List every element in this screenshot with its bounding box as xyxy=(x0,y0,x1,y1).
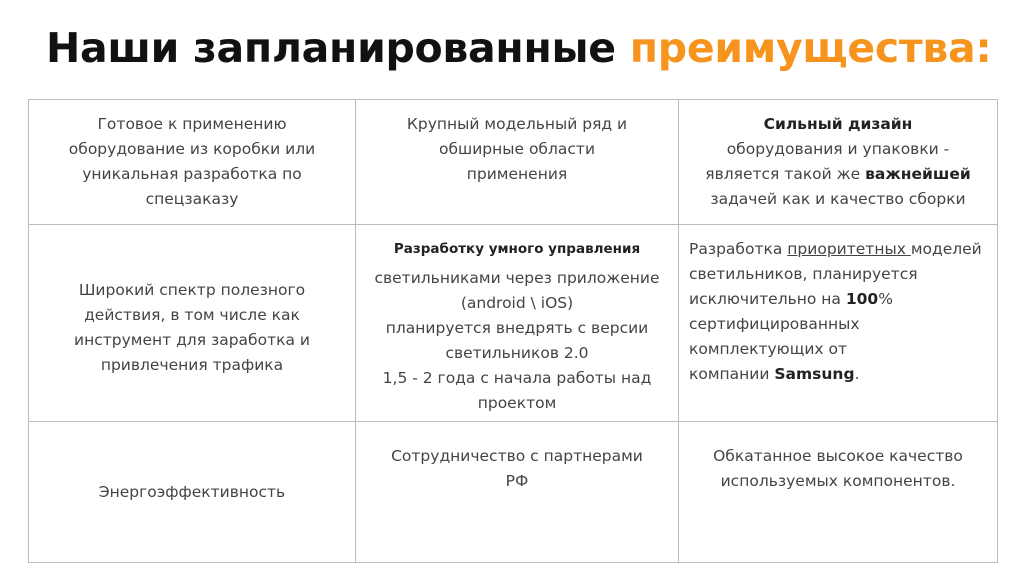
title-main: Наши запланированные xyxy=(46,24,616,72)
table-row xyxy=(29,422,998,563)
title-accent: преимущества: xyxy=(629,24,992,72)
cell-energy-efficiency: Энергоэффективность xyxy=(29,422,356,563)
page-title xyxy=(46,24,992,72)
table-row xyxy=(29,225,998,422)
table-row xyxy=(29,100,998,225)
cell-model-range: Крупный модельный ряд и обширные области применения xyxy=(356,100,679,225)
cell-design: Сильный дизайн оборудования и упаковки - является такой же важнейшей задачей как и качество сборки xyxy=(679,100,998,225)
advantages-table xyxy=(28,99,998,563)
cell-ready-equipment: Готовое к применению оборудование из коробки или уникальная разработка по спецзаказу xyxy=(29,100,356,225)
cell-quality: Обкатанное высокое качество используемых компонентов. xyxy=(679,422,998,563)
cell-partners: Сотрудничество с партнерами РФ xyxy=(356,422,679,563)
cell-priority-models: Разработка приоритетных моделей светильников, планируется исключительно на 100% сертифицированных комплектующих от компании Samsung. xyxy=(679,225,998,422)
cell-wide-spectrum: Широкий спектр полезного действия, в том числе как инструмент для заработка и привлечения трафика xyxy=(29,225,356,422)
cell-smart-control: Разработку умного управления светильниками через приложение (android \ iOS) планируется внедрять с версии светильников 2.0 1,5 - 2 года с начала работы над проектом xyxy=(356,225,679,422)
